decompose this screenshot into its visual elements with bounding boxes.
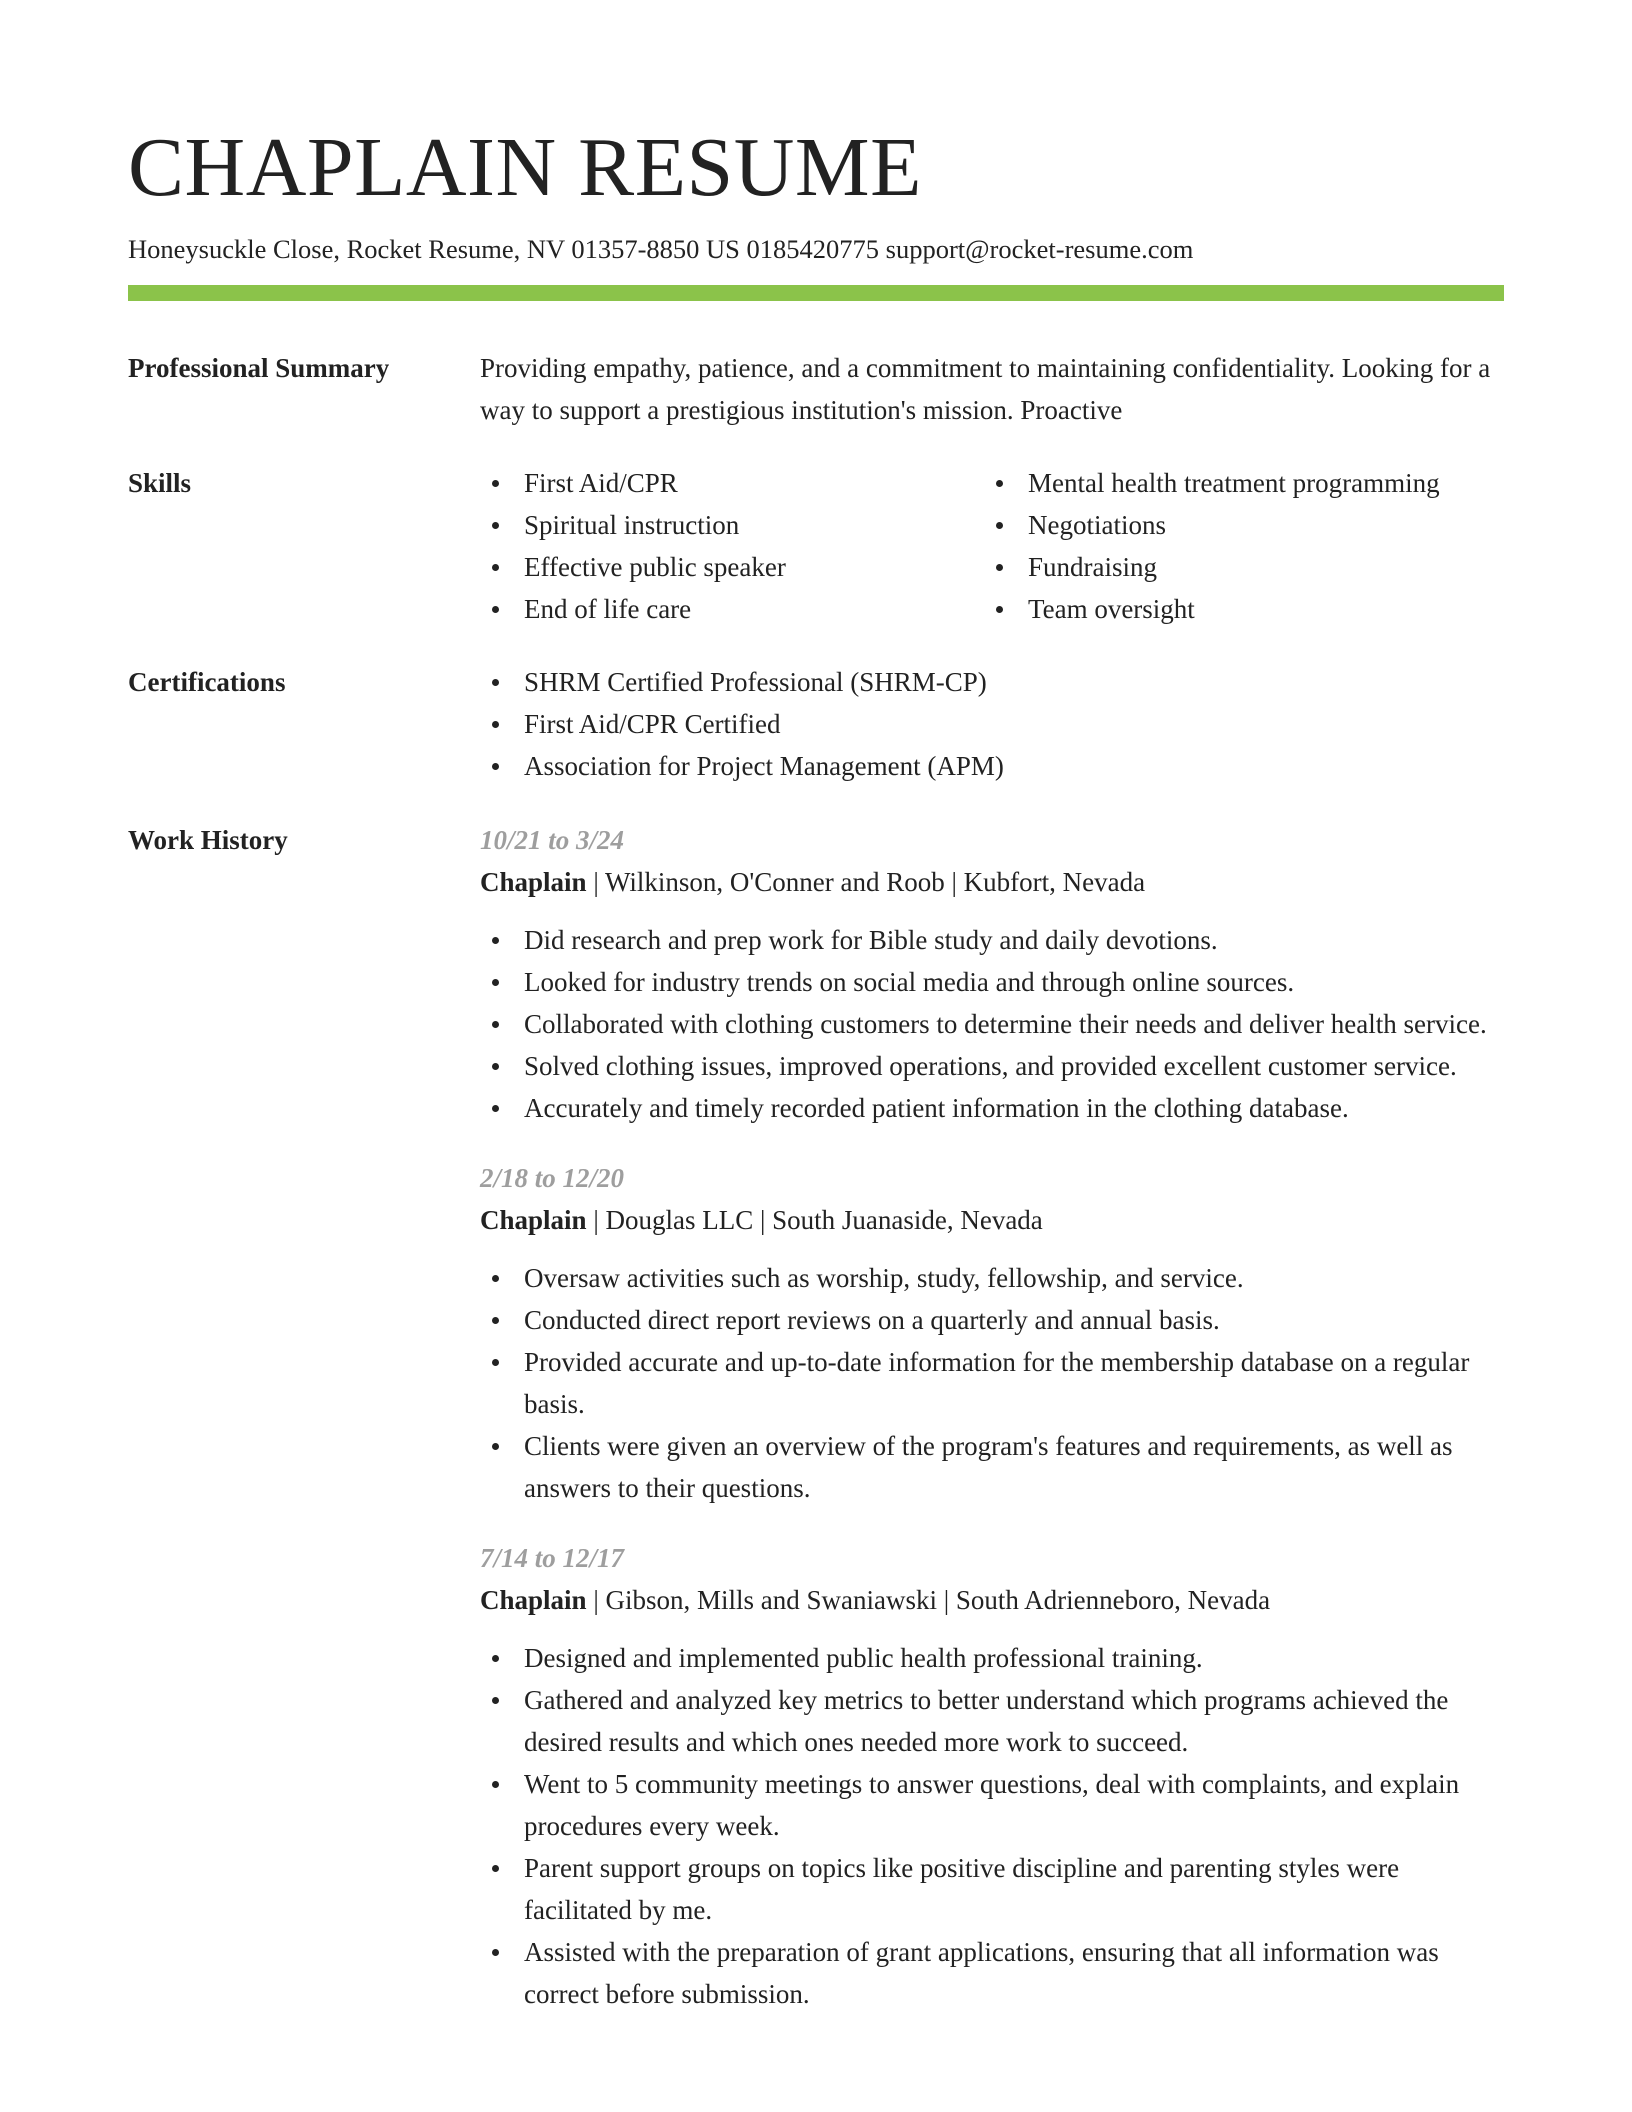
job-bullets (480, 1257, 1506, 1509)
job-bullet: Looked for industry trends on social media and through online sources. (480, 961, 1506, 1003)
job-bullet: Went to 5 community meetings to answer questions, deal with complaints, and explain procedures every week. (480, 1763, 1506, 1847)
contact-line: Honeysuckle Close, Rocket Resume, NV 01357-8850 US 0185420775 support@rocket-resume.com (128, 234, 1194, 264)
job-bullet: Solved clothing issues, improved operations, and provided excellent customer service. (480, 1045, 1506, 1087)
certifications-label: Certifications (128, 667, 286, 697)
certification-item: SHRM Certified Professional (SHRM-CP) (480, 661, 1506, 703)
job-bullet: Assisted with the preparation of grant applications, ensuring that all information was correct before submission. (480, 1931, 1506, 2015)
job-details: | Douglas LLC | South Juanaside, Nevada (586, 1205, 1043, 1235)
job-bullet: Did research and prep work for Bible study and daily devotions. (480, 919, 1506, 961)
job-bullet: Parent support groups on topics like positive discipline and parenting styles were facilitated by me. (480, 1847, 1506, 1931)
job-entry (480, 1157, 1506, 1509)
job-bullets (480, 1637, 1506, 2015)
job-role: Chaplain (480, 1205, 587, 1235)
skill-item: Spiritual instruction (480, 504, 984, 546)
job-details: | Gibson, Mills and Swaniawski | South Adrienneboro, Nevada (586, 1585, 1271, 1615)
job-entry (480, 819, 1506, 1129)
job-dates: 10/21 to 3/24 (480, 825, 625, 855)
skills-label: Skills (128, 468, 192, 498)
certification-item: Association for Project Management (APM) (480, 745, 1506, 787)
skill-item: First Aid/CPR (480, 462, 984, 504)
work-history-label: Work History (128, 825, 288, 855)
resume-title: CHAPLAIN RESUME (128, 121, 922, 214)
summary-text: Providing empathy, patience, and a commitment to maintaining confidentiality. Looking for a way to support a prestigious institution's mission. Proactive (480, 353, 1491, 425)
job-role: Chaplain (480, 1585, 587, 1615)
job-title-line (480, 1579, 1506, 1621)
skill-item: Effective public speaker (480, 546, 984, 588)
header-divider (128, 285, 1504, 301)
job-details: | Wilkinson, O'Conner and Roob | Kubfort, Nevada (586, 867, 1146, 897)
skill-item: Team oversight (984, 588, 1488, 630)
skill-item: Negotiations (984, 504, 1488, 546)
job-dates: 7/14 to 12/17 (480, 1543, 625, 1573)
certification-item: First Aid/CPR Certified (480, 703, 1506, 745)
skill-item: Fundraising (984, 546, 1488, 588)
job-bullet: Gathered and analyzed key metrics to better understand which programs achieved the desired results and which ones needed more work to succeed. (480, 1679, 1506, 1763)
job-entry (480, 1537, 1506, 2015)
skill-item: Mental health treatment programming (984, 462, 1488, 504)
job-bullet: Provided accurate and up-to-date information for the membership database on a regular basis. (480, 1341, 1506, 1425)
summary-label: Professional Summary (128, 353, 390, 383)
skills-list-left (480, 462, 984, 630)
job-bullet: Conducted direct report reviews on a quarterly and annual basis. (480, 1299, 1506, 1341)
job-bullet: Collaborated with clothing customers to determine their needs and deliver health service. (480, 1003, 1506, 1045)
job-bullet: Oversaw activities such as worship, study, fellowship, and service. (480, 1257, 1506, 1299)
job-bullet: Clients were given an overview of the program's features and requirements, as well as answers to their questions. (480, 1425, 1506, 1509)
job-bullet: Accurately and timely recorded patient information in the clothing database. (480, 1087, 1506, 1129)
job-role: Chaplain (480, 867, 587, 897)
job-title-line (480, 861, 1506, 903)
job-title-line (480, 1199, 1506, 1241)
certifications-list (480, 661, 1506, 787)
job-bullet: Designed and implemented public health professional training. (480, 1637, 1506, 1679)
job-dates: 2/18 to 12/20 (480, 1163, 625, 1193)
skills-list-right (984, 462, 1488, 630)
job-bullets (480, 919, 1506, 1129)
skill-item: End of life care (480, 588, 984, 630)
